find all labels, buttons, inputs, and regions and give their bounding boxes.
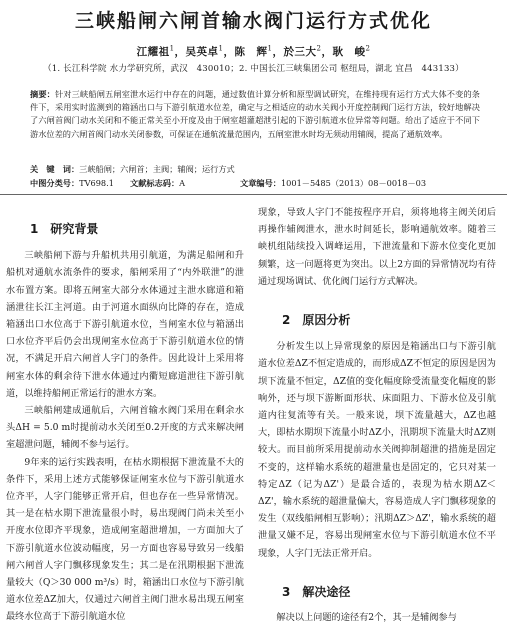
section-heading-3: 3 解决途径 bbox=[282, 584, 351, 599]
author-list: 江耀祖$^1$，吴英卓$^1$，陈 辉$^1$，於三大$^2$，耿 峻$^2$ bbox=[136, 44, 371, 58]
left-column bbox=[6, 204, 244, 626]
article-number: 文章编号：1001－5485（2013）08－0018－03 bbox=[240, 178, 427, 188]
paper-title: 三峡船闸六闸首输水阀门运行方式优化 bbox=[74, 10, 432, 32]
paragraph: 解决以上问题的途径有2个，其一是辅阀参与 bbox=[276, 612, 457, 624]
classification-line bbox=[30, 178, 480, 189]
keywords bbox=[30, 164, 480, 175]
abstract-label: 摘要： bbox=[30, 89, 56, 99]
author: 耿 峻$^2$ bbox=[332, 44, 371, 58]
section-heading-1: 1 研究背景 bbox=[30, 222, 99, 236]
abstract bbox=[30, 88, 480, 141]
abstract-text: 针对三峡船闸五闸室泄水运行中存在的问题，通过数值计算分析和原型调试研究，在维持现有运行方式大体不变的条件下，采用实时监测到的箱涵出口与下游引航道水位差，确定与之相适应的动水关阀小开度控制阀门运行方法，较好地解决了六闸首阀门动水关闭和不能正常关至小开度及由于闸室超灌超泄引起的下游引航道水位异常等问题。给出了适应于不同下游水位差的六闸首阀门动水关闭参数，可保证在通航流量范围内，五闸室泄水时均无须动用辅阀，提高了通航效率。 bbox=[30, 89, 480, 139]
paragraph: 9年来的运行实践表明，在枯水期根据下泄流量不大的条件下，采用上述方式能够保证闸室水位与下游引航道水位齐平，人字门能够正常开启，但也存在一些异常情况。其一是在枯水期下泄流量很小时，易出现阀门尚未关至小开度水位即齐平现象，造成闸室超泄增加，一方面加大了下游引航道水位波动幅度，另一方面也容易导致另一线船闸六闸首人字门飘移现象发生；其二是在汛期根据下泄流量较大（Q＞30 000 m³/s）时，箱涵出口水位与下游引航道水位差ΔZ加大，仅通过六闸首主阀门泄水易出现五闸室最终水位高于下游引航道水位 bbox=[6, 456, 244, 623]
author: 於三大$^2$ bbox=[283, 44, 322, 58]
affiliation: （1. 长江科学院 水力学研究所，武汉 430010；2. 中国长江三峡集团公司 枢纽局，湖北 宜昌 443133） bbox=[43, 64, 464, 74]
divider bbox=[0, 194, 507, 195]
author: 吴英卓$^1$ bbox=[185, 44, 224, 58]
clc-number: 中图分类号：TV698.1 bbox=[30, 178, 114, 188]
document-code: 文献标志码：A bbox=[130, 178, 186, 188]
paragraph: 分析发生以上异常现象的原因是箱涵出口与下游引航道水位差ΔZ不恒定造成的，而形成ΔZ不恒定的原因是因为坝下流量不恒定，ΔZ值的变化幅度除受流量变化幅度的影响外，还与坝下游断面形状、床面阻力、下游水位及引航道内往复流等有关。一般来说，坝下流量越大，ΔZ也越大，即枯水期坝下流量小时ΔZ小，汛期坝下流量大时ΔZ则较大。而目前所采用提前动水关阀抑制超泄的措施是固定不变的，这样输水系统的超泄量也是固定的，它只对某一特定ΔZ（记为ΔZ'）是最合适的，表现为枯水期ΔZ＜ΔZ'，输水系统的超泄量偏大，容易造成人字门飘移现象的发生（双线船闸相互影响）；汛期ΔZ＞ΔZ'，输水系统的超泄量又嫌不足，容易出现闸室水位与下游引航道水位不平现象，人字门无法正常开启。 bbox=[258, 341, 496, 559]
paragraph: 三峡船闸建成通航后，六闸首输水阀门采用在剩余水头ΔH = 5.0 m时提前动水关闭至0.2开度的方式来解决闸室超泄问题，辅阀不参与运行。 bbox=[6, 405, 244, 451]
keywords-label: 关 键 词： bbox=[30, 164, 80, 174]
right-column bbox=[258, 204, 496, 626]
paragraph: 现象，导致人字门不能按程序开启，须将地将主阀关闭后再操作辅阀泄水，泄水时间延长，影响通航效率。随着三峡机组陆续投入调峰运用，下泄流量和下游水位变化更加频繁，这一问题将更为突出。以上2方面的异常情况均有待通过现场调试、优化阀门运行方式解决。 bbox=[258, 207, 496, 287]
author: 陈 辉$^1$ bbox=[234, 44, 273, 58]
keywords-text: 三峡船闸；六闸首；主阀；辅阀；运行方式 bbox=[79, 164, 235, 174]
section-heading-2: 2 原因分析 bbox=[282, 313, 351, 328]
paragraph: 三峡船闸下游与升船机共用引航道，为满足船闸和升船机对通航水流条件的要求，船闸采用了“内外联泄”的泄水布置方案。即将五闸室大部分水体通过主泄水廊道和箱涵泄往长江主河道。由于河道水面纵向比降的存在，造成箱涵出口水位高于下游引航道水位，当闸室水位与箱涵出口水位齐平后仍会出现闸室水位高于下游引航道水位的情况，不满足开启六闸首人字门的条件。因此设计上采用将闸室水体的剩余待下泄水体通过内衢短廊道泄往下游引航道，以维持船闸正常运行的泄水方案。 bbox=[6, 250, 244, 399]
author: 江耀祖$^1$ bbox=[136, 44, 175, 58]
